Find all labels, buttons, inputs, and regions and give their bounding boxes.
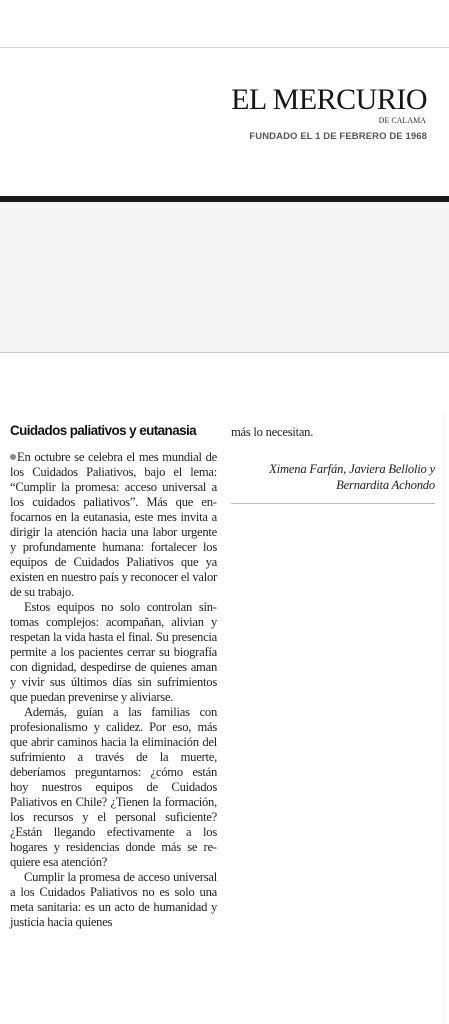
paragraph-4: Cumplir la promesa de acceso universal a los Cuidados Paliativos no es solo una meta sanitaria: es un acto de humanidad y justicia hacia quienes [10, 870, 217, 929]
top-rule [0, 47, 449, 48]
article-continuation: más lo necesitan. [231, 425, 314, 439]
article-body [10, 450, 217, 930]
paragraph-3: Además, guían a las familias con profesionalismo y calidez. Por eso, más que abrir caminos hacia la eliminación del sufrimiento a través de la muerte, deberíamos preguntarnos: ¿cómo están hoy nuestros equipos de Cuidados Paliativos en Chile? ¿Tienen la formación, los recursos y el personal suficiente? ¿Están llegando efectivamente a los hogares y residencias donde más se requiere esa atención? [10, 705, 217, 869]
signature-line-2: Bernardita Achondo [336, 478, 435, 492]
blank-space [0, 353, 449, 403]
signature-line-1: Ximena Farfán, Javiera Bellolio y [269, 462, 435, 476]
article-headline: Cuidados paliativos y eutanasia [10, 422, 197, 438]
newspaper-subname: DE CALAMA [378, 116, 426, 125]
founded-line: FUNDADO EL 1 DE FEBRERO DE 1968 [249, 131, 427, 142]
paragraph-1 [10, 450, 217, 600]
masthead [231, 83, 427, 142]
bullet-icon [10, 454, 16, 460]
paragraph-2: Estos equipos no solo controlan síntomas complejos: acompañan, alivian y respetan la vida hasta el final. Su presencia permite a los pacientes cerrar su biografía con dignidad, despedirse de quienes aman y vivir sus últimos días sin sufrimientos que puedan prevenirse y aliviarse. [10, 600, 217, 704]
page-edge [443, 415, 444, 1024]
newspaper-name: EL MERCURIO [231, 83, 427, 116]
paragraph-1-text: En octubre se celebra el mes mundial de los Cuidados Paliativos, bajo el lema: “Cumplir la promesa: acceso universal a los cuidados paliativos”. Más que enfocarnos en la eutanasia, este mes invita a dirigir la atención hacia una labor urgente y profundamente humana: fortalecer los equipos de Cuidados Paliativos que ya existen en nuestro país y reconocer el valor de su trabajo. [10, 450, 217, 599]
article-column-left [10, 422, 217, 930]
article-column-right [231, 425, 435, 504]
blank-band [0, 202, 449, 353]
signature-rule [231, 503, 435, 504]
article-signature [231, 461, 435, 493]
